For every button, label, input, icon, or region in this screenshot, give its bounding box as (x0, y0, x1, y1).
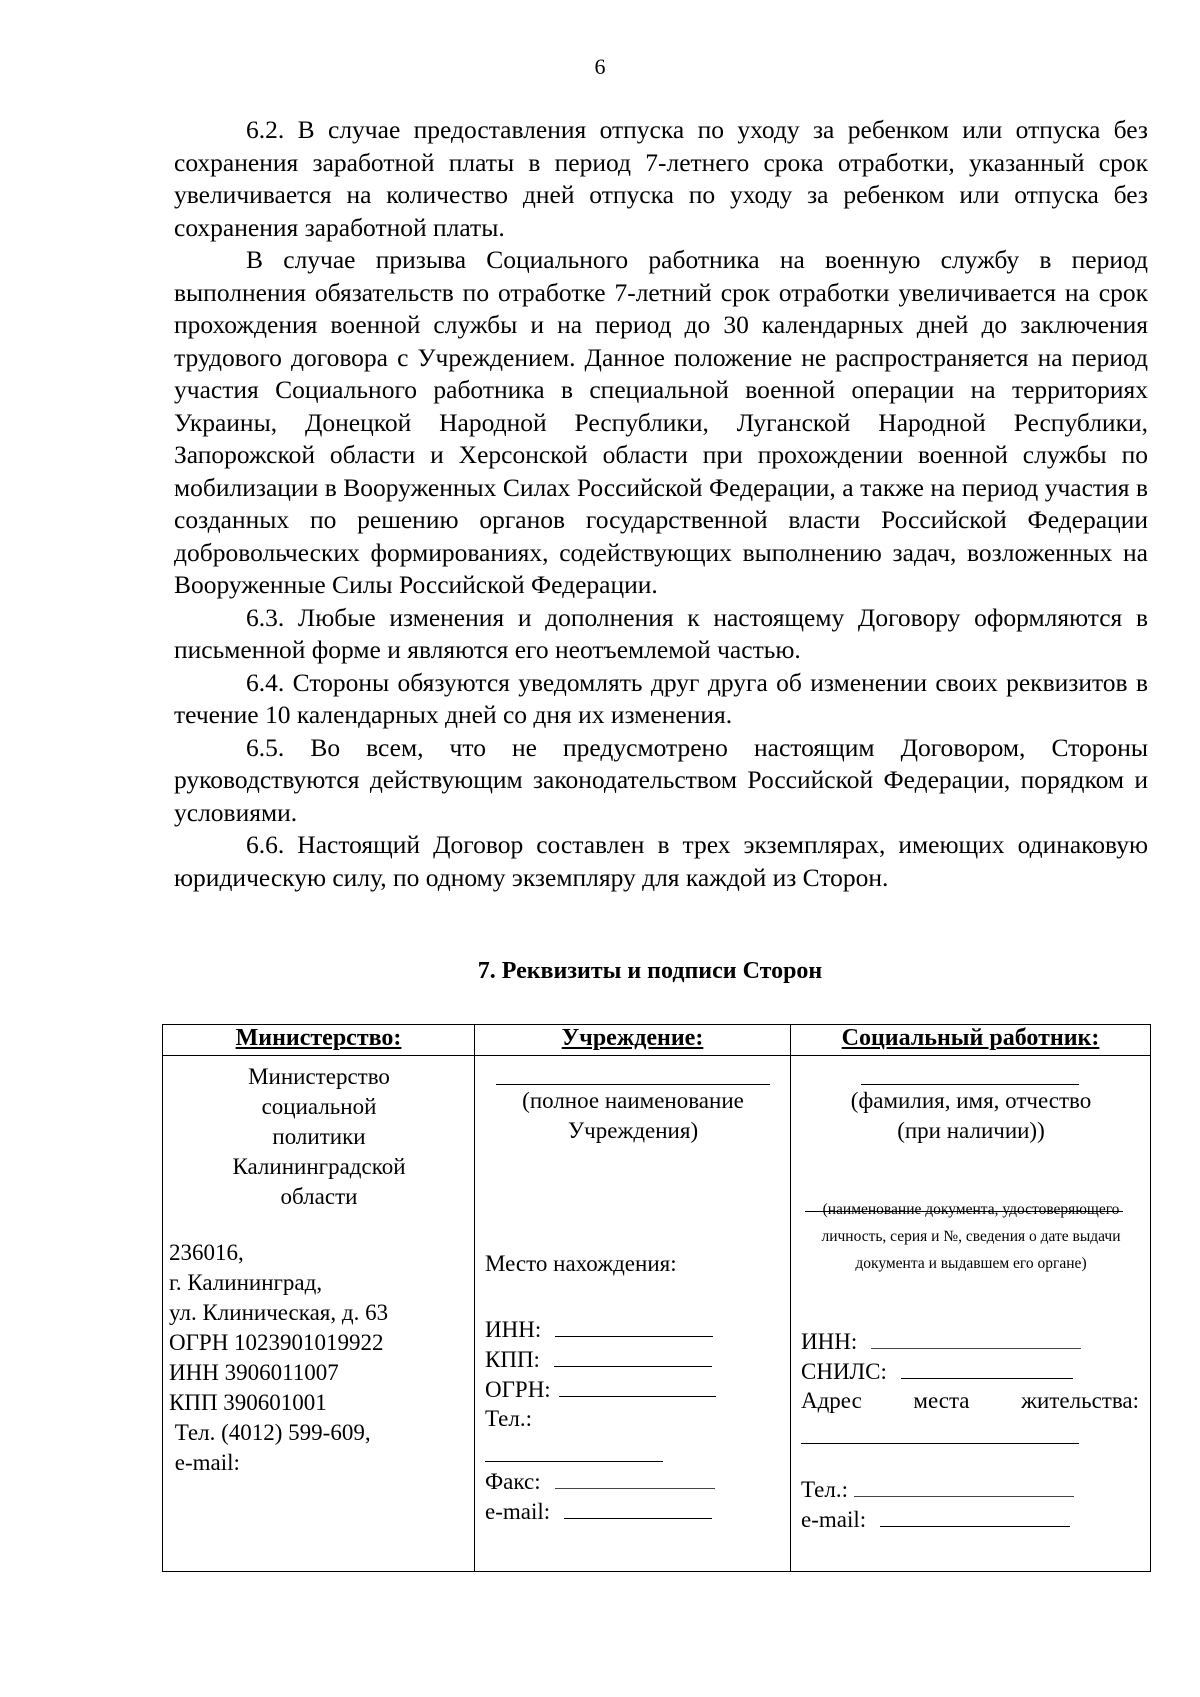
ministry-cell (163, 1056, 475, 1572)
paragraph-6-3: 6.3. Любые изменения и дополнения к настоящему Договору оформляются в письменной форме и являются его неотъемлемой частью. (174, 602, 1148, 664)
worker-inn-field[interactable] (871, 1326, 1081, 1349)
institution-kpp-row (485, 1344, 712, 1375)
institution-name-hint: (полное наименование Учреждения) (522, 1088, 744, 1143)
institution-fax-label: Факс: (485, 1469, 541, 1494)
page-number: 6 (594, 54, 606, 79)
institution-fax-field[interactable] (555, 1466, 715, 1489)
worker-email-label: e-mail: (801, 1507, 867, 1532)
worker-address-label: Адрес места жительства: (801, 1388, 1139, 1413)
section-title: 7. Реквизиты и подписи Сторон (477, 958, 823, 984)
paragraph-6-6: 6.6. Настоящий Договор составлен в трех экземплярах, имеющих одинаковую юридическую силу, по одному экземпляру для каждой из Сторон. (174, 830, 1148, 892)
header-ministry: Министерство: (163, 1025, 475, 1056)
institution-inn-label: ИНН: (485, 1317, 542, 1342)
institution-phone-label: Тел.: (485, 1406, 532, 1431)
worker-address-field[interactable] (801, 1443, 1079, 1444)
paragraph-6-5: 6.5. Во всем, что не предусмотрено настоящим Договором, Стороны руководствуются действующим законодательством Российской Федерации, порядком и условиями. (174, 732, 1148, 827)
institution-name-line[interactable] (496, 1084, 770, 1085)
worker-inn-row (801, 1326, 1081, 1357)
social-worker-cell (791, 1056, 1151, 1572)
institution-cell (475, 1056, 791, 1572)
requisites-table (162, 1024, 1151, 1572)
institution-ogrn-label: ОГРН: (485, 1377, 551, 1402)
table-header-row (163, 1025, 1151, 1056)
worker-email-row (801, 1504, 1070, 1535)
ministry-name: Министерство социальной политики Калининградской области (232, 1064, 406, 1209)
contract-text (174, 114, 1148, 894)
institution-email-row (485, 1496, 712, 1527)
institution-location-label: Место нахождения: (485, 1251, 677, 1276)
institution-ogrn-field[interactable] (559, 1374, 716, 1397)
table-row (163, 1056, 1151, 1572)
institution-kpp-field[interactable] (554, 1344, 712, 1367)
worker-phone-field[interactable] (854, 1474, 1074, 1497)
institution-email-field[interactable] (564, 1496, 712, 1519)
paragraph-6-2: 6.2. В случае предоставления отпуска по уходу за ребенком или отпуска без сохранения заработной платы в период 7-летнего срока отработки, указанный срок увеличивается на количество дней отпуска по уходу за ребенком или отпуска без сохранения заработной платы. (174, 115, 1148, 242)
ministry-address: 236016, г. Калининград, ул. Клиническая, д. 63 ОГРН 1023901019922 ИНН 3906011007 КПП 390601001 Тел. (4012) 599-609, e-mail: (169, 1240, 389, 1475)
paragraph-military-service: В случае призыва Социального работника на военную службу в период выполнения обязательств по отработке 7-летний срок отработки увеличивается на срок прохождения военной службы и на период до 30 календарных дней до заключения трудового договора с Учреждением. Данное положение не распространяется на период участия Социального работника в специальной военной операции на территориях Украины, Донецкой Народной Республики, Луганской Народной Республики, Запорожской области и Херсонской области при прохождении военной службы по мобилизации в Вооруженных Силах Российской Федерации, а также на период участия в созданных по решению органов государственной власти Российской Федерации добровольческих формированиях, содействующих выполнению задач, возложенных на Вооруженные Силы Российской Федерации. (174, 245, 1148, 599)
institution-inn-row (485, 1314, 713, 1345)
worker-phone-label: Тел.: (801, 1477, 848, 1502)
paragraph-6-4: 6.4. Стороны обязуются уведомлять друг друга об изменении своих реквизитов в течение 10 календарных дней со дня их изменения. (174, 667, 1148, 729)
worker-snils-row (801, 1356, 1073, 1387)
institution-phone-field[interactable] (485, 1461, 663, 1462)
institution-kpp-label: КПП: (485, 1347, 540, 1372)
institution-fax-row (485, 1466, 715, 1497)
worker-document-hint: (наименование документа, удостоверяющего личность, серия и №, сведения о дате выдачи документа и выдавшем его органе) (821, 1201, 1121, 1272)
worker-snils-field[interactable] (901, 1356, 1073, 1379)
worker-snils-label: СНИЛС: (801, 1359, 887, 1384)
worker-phone-row (801, 1474, 1074, 1505)
worker-email-field[interactable] (880, 1504, 1070, 1527)
institution-email-label: e-mail: (485, 1499, 551, 1524)
worker-inn-label: ИНН: (801, 1329, 858, 1354)
worker-name-hint: (фамилия, имя, отчество (при наличии)) (850, 1088, 1092, 1143)
worker-name-line[interactable] (861, 1084, 1079, 1085)
institution-ogrn-row (485, 1374, 716, 1405)
header-social-worker: Социальный работник: (791, 1025, 1151, 1056)
institution-inn-field[interactable] (555, 1314, 713, 1337)
header-institution: Учреждение: (475, 1025, 791, 1056)
